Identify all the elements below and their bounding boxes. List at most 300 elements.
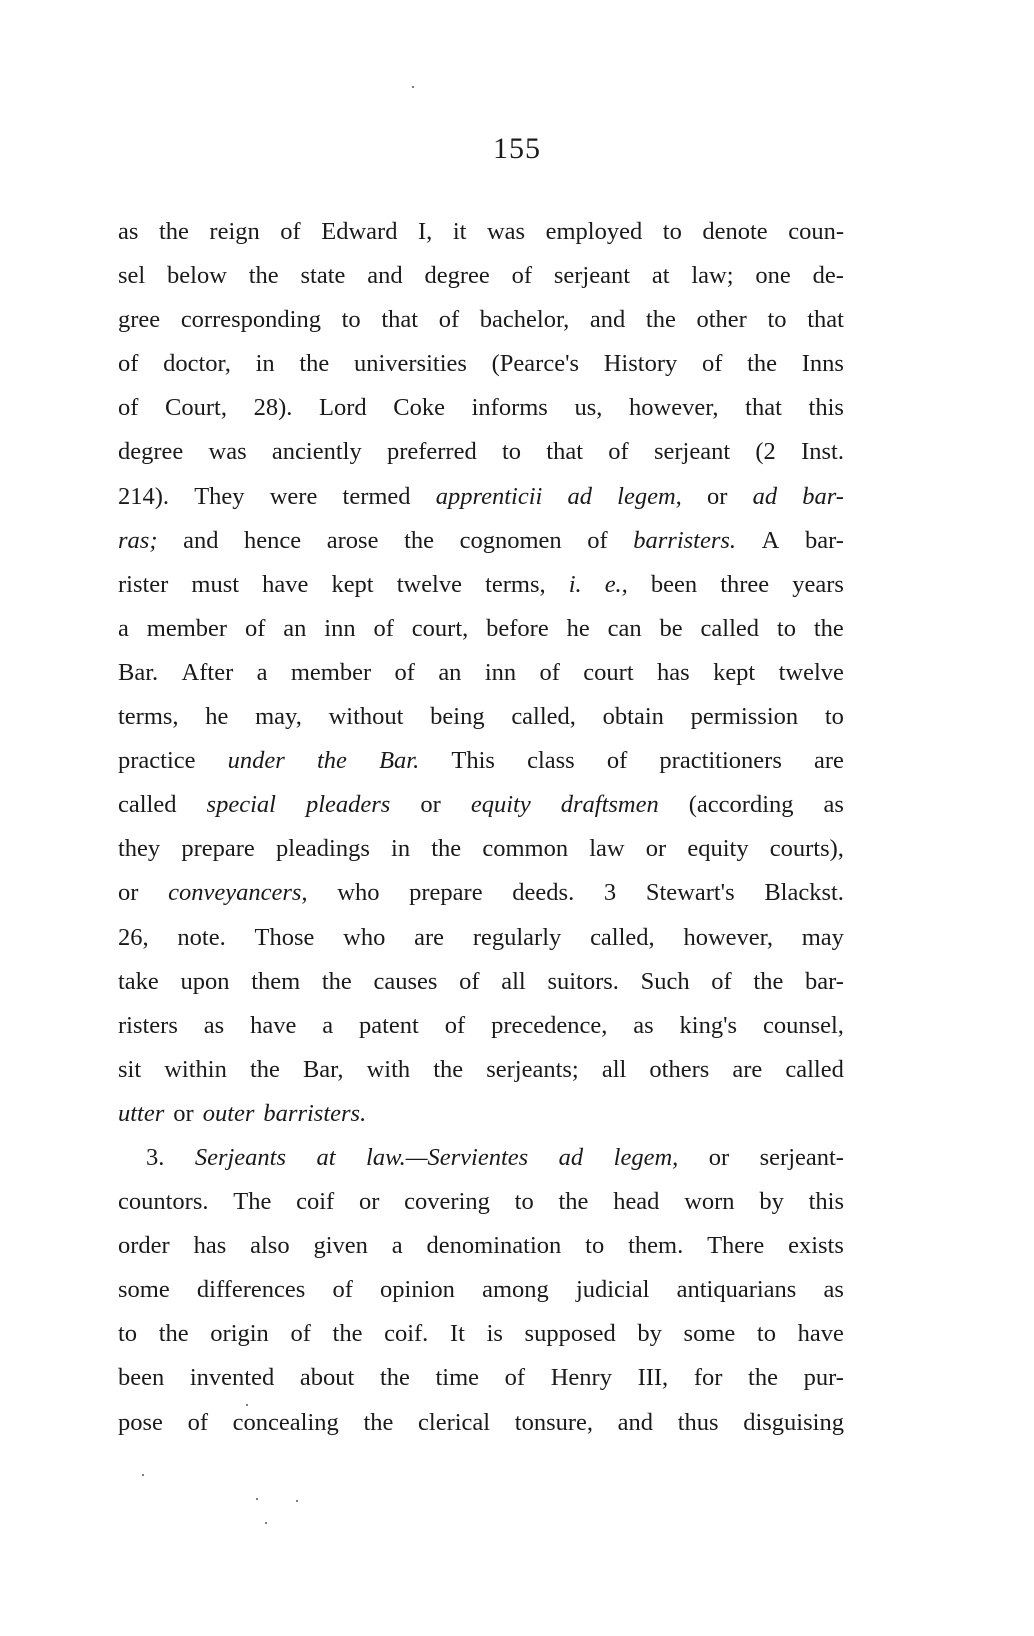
- text-line: [118, 519, 844, 563]
- word: given: [313, 1232, 368, 1260]
- word: are: [414, 923, 445, 951]
- word: law.—Servientes: [366, 1143, 529, 1171]
- word: to: [514, 1188, 534, 1216]
- word: all: [501, 967, 526, 995]
- word: i.: [568, 570, 582, 598]
- word: the: [158, 218, 189, 245]
- print-speck: [256, 1498, 258, 1500]
- text-line: [118, 563, 844, 607]
- word: the: [321, 967, 352, 995]
- text-line: [118, 960, 844, 1004]
- word: ad: [752, 482, 778, 510]
- word: called: [118, 791, 177, 819]
- word: or: [118, 879, 139, 907]
- word: gree: [118, 306, 161, 334]
- text-line: [118, 651, 844, 695]
- word: of: [608, 438, 629, 466]
- word: A: [761, 526, 780, 554]
- word: being: [430, 703, 485, 731]
- word: he: [205, 703, 229, 731]
- word: courts),: [769, 835, 844, 863]
- word: degree: [424, 262, 490, 290]
- word: opinion: [380, 1276, 455, 1304]
- word: the: [379, 1364, 410, 1392]
- word: below: [167, 262, 227, 290]
- word: among: [482, 1276, 549, 1304]
- word: head: [613, 1188, 660, 1216]
- word: exists: [788, 1232, 844, 1260]
- word: also: [250, 1232, 290, 1260]
- word: the: [753, 967, 784, 995]
- text-line: [118, 475, 844, 519]
- word: us,: [574, 394, 603, 422]
- word: three: [720, 570, 770, 598]
- word: ras;: [118, 526, 158, 554]
- word: however,: [629, 394, 719, 422]
- word: legem,: [613, 1143, 679, 1171]
- word: of: [444, 1011, 466, 1039]
- print-speck: [265, 1522, 267, 1524]
- word: as: [633, 1011, 654, 1039]
- word: as: [203, 1011, 225, 1039]
- text-line: [118, 386, 844, 430]
- word: Inst.: [801, 438, 844, 466]
- word: common: [482, 835, 569, 863]
- word: been: [118, 1364, 165, 1392]
- text-line: [118, 871, 844, 915]
- word: e.,: [604, 570, 628, 598]
- word: They: [194, 482, 245, 510]
- word: serjeants;: [486, 1055, 579, 1083]
- word: or: [173, 1099, 194, 1127]
- word: the: [558, 1188, 589, 1216]
- word: the: [249, 1055, 280, 1083]
- word: and: [183, 526, 219, 554]
- word: have: [250, 1011, 297, 1039]
- word: by: [637, 1320, 662, 1348]
- word: coif.: [384, 1320, 429, 1348]
- word: called: [785, 1055, 844, 1083]
- word: Inns: [801, 350, 844, 378]
- text-line: [118, 1092, 844, 1136]
- word: apprenticii: [435, 482, 543, 510]
- word: called: [700, 614, 760, 642]
- word: anciently: [271, 438, 362, 466]
- word: to: [662, 218, 682, 245]
- word: pur-: [803, 1364, 844, 1392]
- word: suitors.: [547, 967, 619, 995]
- text-line: [118, 1312, 844, 1356]
- word: to: [585, 1232, 605, 1260]
- word: the: [645, 306, 676, 334]
- word: coun-: [788, 218, 844, 245]
- word: to: [756, 1320, 776, 1348]
- word: patent: [358, 1011, 419, 1039]
- word: some: [683, 1320, 736, 1348]
- word: (according: [688, 791, 794, 819]
- word: or: [645, 835, 667, 863]
- word: of: [459, 967, 480, 995]
- word: practice: [118, 747, 196, 775]
- word: sel: [118, 262, 146, 290]
- word: the: [158, 1320, 189, 1348]
- word: counsel,: [762, 1011, 844, 1039]
- print-speck: [296, 1500, 298, 1502]
- word: have: [262, 570, 309, 598]
- word: them: [251, 967, 301, 995]
- word: reign: [209, 218, 260, 245]
- word: of: [606, 747, 628, 775]
- word: It: [449, 1320, 465, 1348]
- word: 3: [603, 879, 617, 907]
- word: as: [823, 791, 844, 819]
- print-speck: [412, 86, 414, 88]
- word: sit: [118, 1055, 142, 1083]
- word: the: [248, 262, 279, 290]
- word: law: [589, 835, 625, 863]
- word: of: [394, 658, 415, 686]
- word: permission: [690, 703, 799, 731]
- word: termed: [342, 482, 411, 510]
- word: and: [617, 1408, 654, 1436]
- word: court: [583, 658, 634, 686]
- word: a: [118, 614, 129, 642]
- word: in: [255, 350, 275, 378]
- word: barristers.: [263, 1099, 367, 1127]
- word: are: [732, 1055, 763, 1083]
- word: There: [707, 1232, 765, 1260]
- word: Lord: [319, 394, 367, 422]
- word: is: [486, 1320, 503, 1348]
- word: of: [504, 1364, 526, 1392]
- word: countors.: [118, 1188, 209, 1216]
- word: been: [650, 570, 698, 598]
- word: judicial: [575, 1276, 650, 1304]
- word: inn: [324, 614, 356, 642]
- word: or: [706, 482, 728, 510]
- word: legem,: [617, 482, 682, 510]
- word: practitioners: [659, 747, 782, 775]
- word: Bar,: [302, 1055, 344, 1083]
- word: them.: [628, 1232, 684, 1260]
- text-line: [118, 254, 844, 298]
- word: called,: [590, 923, 655, 951]
- word: origin: [210, 1320, 269, 1348]
- word: preferred: [386, 438, 477, 466]
- text-line: [118, 783, 844, 827]
- word: as: [118, 218, 139, 245]
- word: twelve: [396, 570, 462, 598]
- word: employed: [545, 218, 643, 245]
- word: and: [367, 262, 403, 290]
- word: History: [603, 350, 678, 378]
- word: the: [332, 1320, 363, 1348]
- word: 214).: [118, 482, 170, 510]
- word: the: [404, 526, 434, 554]
- word: to: [776, 614, 796, 642]
- word: of: [332, 1276, 353, 1304]
- word: within: [164, 1055, 227, 1083]
- word: for: [693, 1364, 723, 1392]
- word: that: [807, 306, 844, 334]
- word: Henry: [550, 1364, 612, 1392]
- text-line: [118, 1224, 844, 1268]
- word: Bar.: [379, 747, 420, 775]
- word: by: [759, 1188, 784, 1216]
- word: law;: [691, 262, 734, 290]
- word: pleaders: [305, 791, 391, 819]
- word: hence: [244, 526, 302, 554]
- word: disguising: [743, 1408, 844, 1436]
- word: denomination: [426, 1232, 562, 1260]
- word: inn: [484, 658, 517, 686]
- text-line: [118, 739, 844, 783]
- word: bachelor,: [479, 306, 570, 334]
- word: terms,: [118, 703, 179, 731]
- text-line: [118, 916, 844, 960]
- word: bar-: [802, 482, 844, 510]
- word: the: [431, 835, 462, 863]
- word: draftsmen: [560, 791, 659, 819]
- word: as: [823, 1276, 844, 1304]
- word: an: [283, 614, 307, 642]
- word: 26,: [118, 923, 149, 951]
- text-line: [118, 210, 844, 254]
- word: cognomen: [459, 526, 562, 554]
- word: differences: [196, 1276, 306, 1304]
- word: equity: [687, 835, 749, 863]
- word: to: [341, 306, 361, 334]
- word: After: [181, 658, 234, 686]
- word: corresponding: [180, 306, 321, 334]
- word: of: [511, 262, 532, 290]
- word: in: [391, 835, 411, 863]
- word: Such: [640, 967, 690, 995]
- word: must: [191, 570, 240, 598]
- word: or: [708, 1143, 730, 1171]
- word: denote: [702, 218, 768, 245]
- word: however,: [683, 923, 773, 951]
- word: order: [118, 1232, 170, 1260]
- word: serjeant-: [759, 1143, 844, 1171]
- word: risters: [118, 1011, 178, 1039]
- word: have: [797, 1320, 844, 1348]
- word: the: [363, 1408, 394, 1436]
- word: note.: [177, 923, 226, 951]
- text-line: [118, 1180, 844, 1224]
- word: clerical: [418, 1408, 491, 1436]
- word: ad: [558, 1143, 584, 1171]
- word: conveyancers,: [168, 879, 308, 907]
- word: coif: [296, 1188, 335, 1216]
- word: of: [701, 350, 723, 378]
- word: obtain: [602, 703, 664, 731]
- word: this: [808, 394, 844, 422]
- word: the: [813, 614, 844, 642]
- word: arose: [326, 526, 379, 554]
- word: member: [146, 614, 228, 642]
- word: class: [527, 747, 575, 775]
- word: bar-: [805, 967, 844, 995]
- word: causes: [373, 967, 438, 995]
- word: or: [420, 791, 441, 819]
- word: state: [300, 262, 346, 290]
- word: of: [280, 218, 301, 245]
- word: III,: [637, 1364, 669, 1392]
- word: pose: [118, 1408, 163, 1436]
- word: 3.: [146, 1143, 165, 1171]
- word: the: [747, 350, 777, 378]
- print-speck: [246, 1404, 248, 1406]
- word: a: [391, 1232, 403, 1260]
- word: de-: [812, 262, 844, 290]
- word: to: [767, 306, 787, 334]
- word: supposed: [524, 1320, 616, 1348]
- word: the: [299, 350, 330, 378]
- word: others: [649, 1055, 710, 1083]
- word: be: [659, 614, 683, 642]
- word: and: [589, 306, 626, 334]
- word: to: [118, 1320, 138, 1348]
- word: bar-: [804, 526, 844, 554]
- word: covering: [404, 1188, 490, 1216]
- word: terms,: [485, 570, 546, 598]
- word: the: [316, 747, 347, 775]
- text-line: [118, 1268, 844, 1312]
- word: they: [118, 835, 161, 863]
- word: time: [435, 1364, 480, 1392]
- word: kept: [331, 570, 374, 598]
- word: regularly: [472, 923, 562, 951]
- word: that: [381, 306, 419, 334]
- word: the: [748, 1364, 778, 1392]
- word: with: [366, 1055, 411, 1083]
- word: degree: [118, 438, 184, 466]
- word: he: [566, 614, 590, 642]
- word: about: [299, 1364, 355, 1392]
- word: Court,: [165, 394, 227, 422]
- word: Those: [254, 923, 315, 951]
- word: Serjeants: [194, 1143, 287, 1171]
- text-line: [118, 298, 844, 342]
- word: upon: [180, 967, 230, 995]
- text-line: [118, 1136, 844, 1180]
- word: 28).: [253, 394, 293, 422]
- word: a: [256, 658, 268, 686]
- word: invented: [189, 1364, 275, 1392]
- word: were: [269, 482, 318, 510]
- word: was: [208, 438, 247, 466]
- word: all: [601, 1055, 627, 1083]
- word: Bar.: [118, 658, 159, 686]
- word: universities: [353, 350, 467, 378]
- word: one: [755, 262, 791, 290]
- word: serjeant: [553, 262, 631, 290]
- word: of: [587, 526, 608, 554]
- word: member: [290, 658, 372, 686]
- word: precedence,: [491, 1011, 608, 1039]
- word: of: [244, 614, 266, 642]
- word: take: [118, 967, 159, 995]
- word: that: [546, 438, 584, 466]
- body-text: [118, 210, 844, 1445]
- word: may: [801, 923, 844, 951]
- word: or: [358, 1188, 380, 1216]
- word: called,: [511, 703, 576, 731]
- word: barristers.: [633, 526, 737, 554]
- word: of: [187, 1408, 208, 1436]
- word: equity: [470, 791, 531, 819]
- word: without: [328, 703, 404, 731]
- word: has: [657, 658, 690, 686]
- word: kept: [713, 658, 756, 686]
- word: other: [696, 306, 747, 334]
- word: of: [373, 614, 394, 642]
- word: informs: [471, 394, 548, 422]
- word: the: [433, 1055, 464, 1083]
- word: of: [118, 350, 139, 378]
- word: ad: [567, 482, 592, 510]
- word: I,: [417, 218, 433, 245]
- word: special: [206, 791, 276, 819]
- word: to: [824, 703, 844, 731]
- word: worn: [684, 1188, 735, 1216]
- word: pleadings: [275, 835, 370, 863]
- word: twelve: [778, 658, 844, 686]
- word: doctor,: [163, 350, 231, 378]
- word: that: [745, 394, 782, 422]
- word: rister: [118, 570, 169, 598]
- text-line: [118, 430, 844, 474]
- word: it: [452, 218, 467, 245]
- word: antiquarians: [676, 1276, 797, 1304]
- page-number: 155: [493, 132, 541, 165]
- word: prepare: [409, 879, 483, 907]
- text-line: [118, 1356, 844, 1400]
- word: Blackst.: [764, 879, 844, 907]
- word: deeds.: [512, 879, 575, 907]
- text-line: [118, 827, 844, 871]
- text-line: [118, 1004, 844, 1048]
- word: before: [486, 614, 549, 642]
- word: who: [337, 879, 380, 907]
- word: under: [227, 747, 285, 775]
- word: of: [711, 967, 732, 995]
- word: was: [486, 218, 526, 245]
- text-line: [118, 695, 844, 739]
- word: has: [193, 1232, 227, 1260]
- word: who: [343, 923, 386, 951]
- text-line: [118, 1401, 844, 1445]
- text-line: [118, 342, 844, 386]
- print-speck: [142, 1474, 144, 1476]
- text-line: [118, 1048, 844, 1092]
- word: this: [808, 1188, 844, 1216]
- text-line: [118, 607, 844, 651]
- word: Edward: [321, 218, 398, 245]
- word: of: [290, 1320, 311, 1348]
- word: at: [316, 1143, 336, 1171]
- word: of: [118, 394, 139, 422]
- word: of: [438, 306, 460, 334]
- word: some: [118, 1276, 170, 1304]
- word: of: [539, 658, 560, 686]
- word: The: [233, 1188, 272, 1216]
- word: utter: [118, 1099, 165, 1127]
- word: concealing: [232, 1408, 339, 1436]
- word: prepare: [181, 835, 255, 863]
- word: king's: [679, 1011, 738, 1039]
